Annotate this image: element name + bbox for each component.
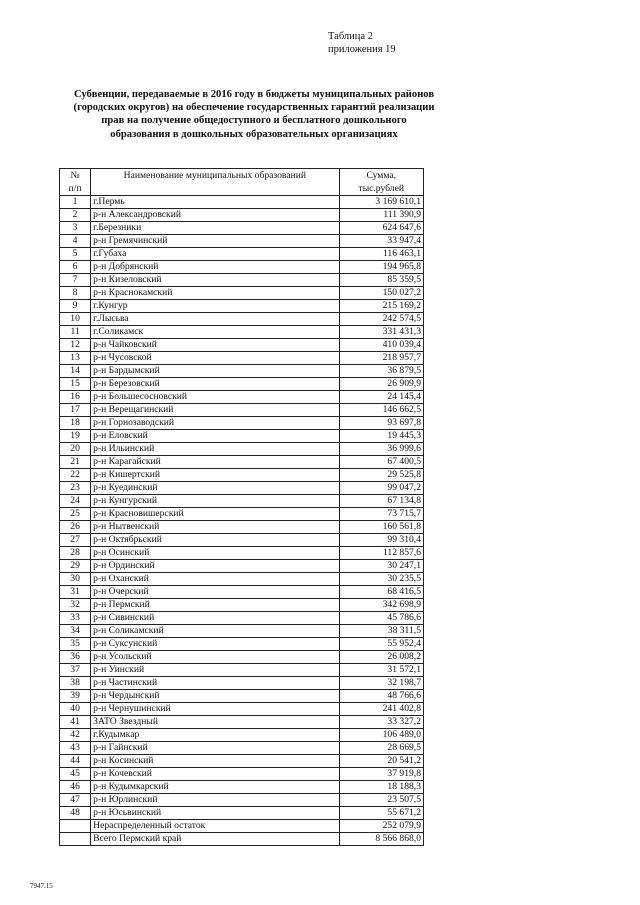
row-number: 29 xyxy=(60,560,91,573)
document-code: 7947.15 xyxy=(30,882,53,890)
total-number-cell xyxy=(60,833,91,846)
table-row xyxy=(60,404,424,417)
table-header-row xyxy=(60,169,424,196)
row-sum: 55 671,2 xyxy=(339,807,423,820)
row-number: 14 xyxy=(60,365,91,378)
row-sum: 23 507,5 xyxy=(339,794,423,807)
row-number: 3 xyxy=(60,222,91,235)
row-name: р-н Ординский xyxy=(91,560,339,573)
row-sum: 99 047,2 xyxy=(339,482,423,495)
row-name: р-н Сивинский xyxy=(91,612,339,625)
header-number-line1: № xyxy=(70,170,80,181)
table-row xyxy=(60,742,424,755)
row-number: 42 xyxy=(60,729,91,742)
row-number: 28 xyxy=(60,547,91,560)
row-name: р-н Верещагинский xyxy=(91,404,339,417)
row-sum: 30 247,1 xyxy=(339,560,423,573)
table-row xyxy=(60,508,424,521)
row-sum: 33 947,4 xyxy=(339,235,423,248)
table-row xyxy=(60,391,424,404)
table-caption xyxy=(328,30,396,56)
table-row xyxy=(60,625,424,638)
row-name: р-н Добрянский xyxy=(91,261,339,274)
row-sum: 38 311,5 xyxy=(339,625,423,638)
row-name: р-н Ильинский xyxy=(91,443,339,456)
total-sum: 8 566 868,0 xyxy=(339,833,423,846)
row-number: 1 xyxy=(60,196,91,209)
row-sum: 85 359,5 xyxy=(339,274,423,287)
row-name: г.Кудымкар xyxy=(91,729,339,742)
row-sum: 342 698,9 xyxy=(339,599,423,612)
row-number: 48 xyxy=(60,807,91,820)
row-sum: 37 919,8 xyxy=(339,768,423,781)
table-row xyxy=(60,651,424,664)
row-number: 39 xyxy=(60,690,91,703)
row-number: 47 xyxy=(60,794,91,807)
row-name: р-н Нытвенский xyxy=(91,521,339,534)
row-number: 45 xyxy=(60,768,91,781)
row-sum: 19 445,3 xyxy=(339,430,423,443)
row-number: 30 xyxy=(60,573,91,586)
row-name: р-н Карагайский xyxy=(91,456,339,469)
row-sum: 99 310,4 xyxy=(339,534,423,547)
row-name: р-н Куединский xyxy=(91,482,339,495)
table-row xyxy=(60,482,424,495)
header-number xyxy=(60,169,91,196)
row-number: 20 xyxy=(60,443,91,456)
row-number: 43 xyxy=(60,742,91,755)
table-row xyxy=(60,703,424,716)
row-sum: 33 327,2 xyxy=(339,716,423,729)
row-sum: 68 416,5 xyxy=(339,586,423,599)
table-row xyxy=(60,495,424,508)
table-row xyxy=(60,729,424,742)
row-sum: 48 766,6 xyxy=(339,690,423,703)
table-row xyxy=(60,690,424,703)
row-name: р-н Октябрьский xyxy=(91,534,339,547)
table-row xyxy=(60,443,424,456)
row-name: р-н Чердынский xyxy=(91,690,339,703)
row-sum: 111 390,9 xyxy=(339,209,423,222)
row-number: 27 xyxy=(60,534,91,547)
row-name: р-н Кишертский xyxy=(91,469,339,482)
row-number: 19 xyxy=(60,430,91,443)
table-row xyxy=(60,677,424,690)
table-row xyxy=(60,768,424,781)
row-number: 7 xyxy=(60,274,91,287)
reserve-sum: 252 079,9 xyxy=(339,820,423,833)
row-name: р-н Юрлинский xyxy=(91,794,339,807)
table-row xyxy=(60,378,424,391)
row-sum: 26 909,9 xyxy=(339,378,423,391)
row-sum: 24 145,4 xyxy=(339,391,423,404)
row-number: 4 xyxy=(60,235,91,248)
table-row xyxy=(60,222,424,235)
row-name: р-н Бардымский xyxy=(91,365,339,378)
row-sum: 36 879,5 xyxy=(339,365,423,378)
row-name: р-н Горнозаводский xyxy=(91,417,339,430)
table-row xyxy=(60,417,424,430)
row-sum: 194 965,8 xyxy=(339,261,423,274)
row-name: р-н Соликамский xyxy=(91,625,339,638)
reserve-row xyxy=(60,820,424,833)
row-name: г.Пермь xyxy=(91,196,339,209)
row-sum: 146 662,5 xyxy=(339,404,423,417)
title-line-2: (городских округов) на обеспечение государственных гарантий реализации xyxy=(73,102,435,114)
row-number: 6 xyxy=(60,261,91,274)
row-name: р-н Чайковский xyxy=(91,339,339,352)
row-sum: 410 039,4 xyxy=(339,339,423,352)
table-row xyxy=(60,573,424,586)
table-row xyxy=(60,235,424,248)
row-name: р-н Еловский xyxy=(91,430,339,443)
row-name: р-н Александровский xyxy=(91,209,339,222)
row-name: р-н Кочевский xyxy=(91,768,339,781)
row-sum: 116 463,1 xyxy=(339,248,423,261)
table-row xyxy=(60,664,424,677)
row-name: г.Соликамск xyxy=(91,326,339,339)
table-row xyxy=(60,794,424,807)
row-name: р-н Оханский xyxy=(91,573,339,586)
row-number: 8 xyxy=(60,287,91,300)
table-row xyxy=(60,456,424,469)
table-row xyxy=(60,248,424,261)
table-row xyxy=(60,469,424,482)
row-number: 5 xyxy=(60,248,91,261)
table-row xyxy=(60,612,424,625)
table-row xyxy=(60,534,424,547)
row-number: 11 xyxy=(60,326,91,339)
title-line-3: прав на получение общедоступного и бесплатного дошкольного xyxy=(101,115,407,127)
table-number-label: Таблица 2 xyxy=(328,31,373,42)
row-number: 18 xyxy=(60,417,91,430)
total-label: Всего Пермский край xyxy=(91,833,339,846)
table-row xyxy=(60,807,424,820)
row-name: р-н Уинский xyxy=(91,664,339,677)
row-name: р-н Косинский xyxy=(91,755,339,768)
row-number: 13 xyxy=(60,352,91,365)
row-sum: 36 999,6 xyxy=(339,443,423,456)
table-body xyxy=(60,196,424,820)
title-line-1: Субвенции, передаваемые в 2016 году в бюджеты муниципальных районов xyxy=(73,89,435,100)
row-number: 2 xyxy=(60,209,91,222)
row-sum: 67 134,8 xyxy=(339,495,423,508)
row-number: 37 xyxy=(60,664,91,677)
row-sum: 18 188,3 xyxy=(339,781,423,794)
table-row xyxy=(60,209,424,222)
document-title xyxy=(60,88,448,141)
row-name: р-н Суксунский xyxy=(91,638,339,651)
table-row xyxy=(60,261,424,274)
row-name: р-н Юсьвинский xyxy=(91,807,339,820)
table-row xyxy=(60,365,424,378)
table-row xyxy=(60,599,424,612)
table-row xyxy=(60,755,424,768)
row-name: р-н Березовский xyxy=(91,378,339,391)
appendix-label: приложения 19 xyxy=(328,44,396,55)
row-sum: 218 957,7 xyxy=(339,352,423,365)
row-number: 9 xyxy=(60,300,91,313)
row-number: 31 xyxy=(60,586,91,599)
row-name: р-н Усольский xyxy=(91,651,339,664)
table-row xyxy=(60,300,424,313)
header-sum-line2: тыс.рублей xyxy=(358,183,404,194)
row-name: р-н Гремячинский xyxy=(91,235,339,248)
row-sum: 242 574,5 xyxy=(339,313,423,326)
title-line-4: образования в дошкольных образовательных организациях xyxy=(110,128,398,140)
row-name: р-н Чернушинский xyxy=(91,703,339,716)
row-number: 12 xyxy=(60,339,91,352)
row-sum: 67 400,5 xyxy=(339,456,423,469)
row-sum: 3 169 610,1 xyxy=(339,196,423,209)
table-row xyxy=(60,547,424,560)
row-name: р-н Пермский xyxy=(91,599,339,612)
row-number: 21 xyxy=(60,456,91,469)
row-name: р-н Осинский xyxy=(91,547,339,560)
table-row xyxy=(60,313,424,326)
table-row xyxy=(60,521,424,534)
row-name: р-н Частинский xyxy=(91,677,339,690)
table-row xyxy=(60,716,424,729)
row-name: р-н Кудымкарский xyxy=(91,781,339,794)
row-number: 22 xyxy=(60,469,91,482)
row-sum: 55 952,4 xyxy=(339,638,423,651)
row-number: 10 xyxy=(60,313,91,326)
row-number: 36 xyxy=(60,651,91,664)
row-sum: 26 008,2 xyxy=(339,651,423,664)
row-sum: 28 669,5 xyxy=(339,742,423,755)
table-row xyxy=(60,781,424,794)
row-sum: 215 169,2 xyxy=(339,300,423,313)
row-sum: 73 715,7 xyxy=(339,508,423,521)
row-number: 46 xyxy=(60,781,91,794)
row-name: г.Лысьва xyxy=(91,313,339,326)
row-number: 35 xyxy=(60,638,91,651)
header-name: Наименование муниципальных образований xyxy=(91,169,339,196)
table-row xyxy=(60,638,424,651)
row-sum: 160 561,8 xyxy=(339,521,423,534)
row-sum: 31 572,1 xyxy=(339,664,423,677)
table-row xyxy=(60,339,424,352)
row-name: р-н Красновишерский xyxy=(91,508,339,521)
row-number: 26 xyxy=(60,521,91,534)
row-name: р-н Очерский xyxy=(91,586,339,599)
row-sum: 29 525,8 xyxy=(339,469,423,482)
row-sum: 30 235,5 xyxy=(339,573,423,586)
row-sum: 241 402,8 xyxy=(339,703,423,716)
row-number: 15 xyxy=(60,378,91,391)
row-number: 44 xyxy=(60,755,91,768)
row-name: р-н Большесосновский xyxy=(91,391,339,404)
table-row xyxy=(60,196,424,209)
subvention-table xyxy=(59,168,424,846)
row-name: р-н Чусовской xyxy=(91,352,339,365)
row-sum: 93 697,8 xyxy=(339,417,423,430)
row-number: 17 xyxy=(60,404,91,417)
row-sum: 112 857,6 xyxy=(339,547,423,560)
header-number-line2: п/п xyxy=(68,183,82,194)
row-sum: 32 198,7 xyxy=(339,677,423,690)
row-sum: 106 489,0 xyxy=(339,729,423,742)
row-number: 16 xyxy=(60,391,91,404)
header-sum xyxy=(339,169,423,196)
table-row xyxy=(60,274,424,287)
row-sum: 624 647,6 xyxy=(339,222,423,235)
row-number: 40 xyxy=(60,703,91,716)
row-number: 32 xyxy=(60,599,91,612)
total-row xyxy=(60,833,424,846)
row-name: р-н Гайнский xyxy=(91,742,339,755)
row-number: 25 xyxy=(60,508,91,521)
row-name: г.Кунгур xyxy=(91,300,339,313)
row-number: 33 xyxy=(60,612,91,625)
table-row xyxy=(60,560,424,573)
reserve-number-cell xyxy=(60,820,91,833)
row-sum: 331 431,3 xyxy=(339,326,423,339)
row-number: 24 xyxy=(60,495,91,508)
row-name: р-н Краснокамский xyxy=(91,287,339,300)
table-row xyxy=(60,287,424,300)
row-name: г.Березники xyxy=(91,222,339,235)
reserve-label: Нераспределенный остаток xyxy=(91,820,339,833)
row-name: р-н Кизеловский xyxy=(91,274,339,287)
row-number: 41 xyxy=(60,716,91,729)
row-number: 38 xyxy=(60,677,91,690)
row-sum: 150 027,2 xyxy=(339,287,423,300)
row-number: 23 xyxy=(60,482,91,495)
table-row xyxy=(60,326,424,339)
row-name: ЗАТО Звездный xyxy=(91,716,339,729)
table-row xyxy=(60,352,424,365)
row-sum: 45 786,6 xyxy=(339,612,423,625)
table-row xyxy=(60,430,424,443)
row-number: 34 xyxy=(60,625,91,638)
row-name: г.Губаха xyxy=(91,248,339,261)
table-row xyxy=(60,586,424,599)
row-sum: 20 541,2 xyxy=(339,755,423,768)
row-name: р-н Кунгурский xyxy=(91,495,339,508)
header-sum-line1: Сумма, xyxy=(366,170,397,181)
